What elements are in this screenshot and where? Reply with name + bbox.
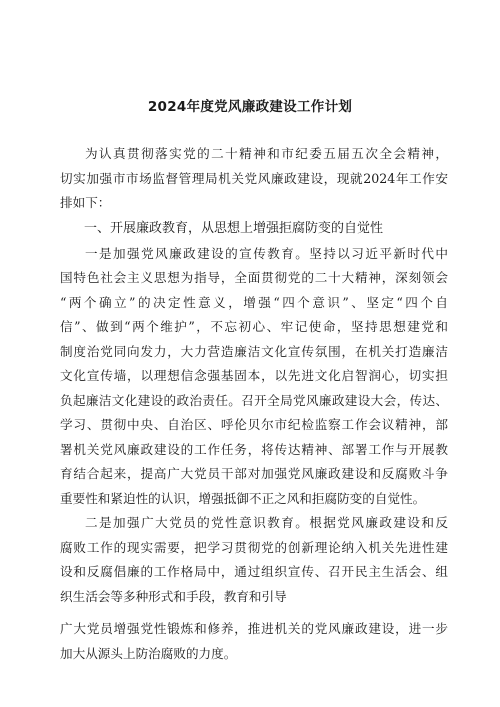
text-line: 负起廉洁文化建设的政治责任。召开全局党风廉政建设大会，传达、 [60,392,448,408]
document-title: 2024年度党风廉政建设工作计划 [147,99,353,115]
text-line: “两个确立”的决定性意义，增强“四个意识”、坚定“四个自 [60,294,448,310]
text-line: 国特色社会主义思想为指导，全面贯彻党的二十大精神，深刻领会 [60,270,448,285]
text-line: 设和反腐倡廉的工作格局中，通过组织宣传、召开民主生活会、组 [60,564,448,579]
document-body [60,142,448,666]
intro-paragraph [60,142,448,216]
text-line: 制度治党同向发力，大力营造廉洁文化宣传氛围，在机关打造廉洁 [60,343,448,359]
text-line: 腐败工作的现实需要，把学习贯彻党的创新理论纳入机关先进性建 [60,539,448,555]
text-line: 二是加强广大党员的党性意识教育。根据党风廉政建设和反 [85,515,448,530]
text-line: 一是加强党风廉政建设的宣传教育。坚持以习近平新时代中 [85,245,448,261]
paragraph-1 [60,242,448,512]
paragraph-2 [60,511,448,609]
text-line: 学习、贯彻中央、自治区、呼伦贝尔市纪检监察工作会议精神，部 [60,417,448,432]
text-line: 育结合起来，提高广大党员干部对加强党风廉政建设和反腐败斗争 [60,466,448,481]
text-line: 署机关党风廉政建设的工作任务，将传达精神、部署工作与开展教 [60,441,448,457]
text-line: 织生活会等多种形式和手段，教育和引导 [60,588,287,604]
section-heading: 一、开展廉政教育，从思想上增强拒腐防变的自觉性 [84,220,384,236]
text-line: 加大从源头上防治腐败的力度。 [60,645,237,661]
text-line: 文化宣传墙，以理想信念强基固本，以先进文化启智润心，切实担 [60,368,448,383]
text-line: 信”、做到“两个维护”，不忘初心、牢记使命，坚持思想建党和 [60,319,448,334]
text-line: 广大党员增强党性锻炼和修养，推进机关的党风廉政建设，进一步 [60,621,448,636]
paragraph-3 [60,617,448,666]
text-line: 切实加强市市场监督管理局机关党风廉政建设，现就2024年工作安 [60,170,448,186]
text-line: 排如下： [60,195,111,210]
text-line: 为认真贯彻落实党的二十精神和市纪委五届五次全会精神， [85,146,448,161]
text-line: 重要性和紧迫性的认识，增强抵御不正之风和拒腐防变的自觉性。 [60,490,426,506]
